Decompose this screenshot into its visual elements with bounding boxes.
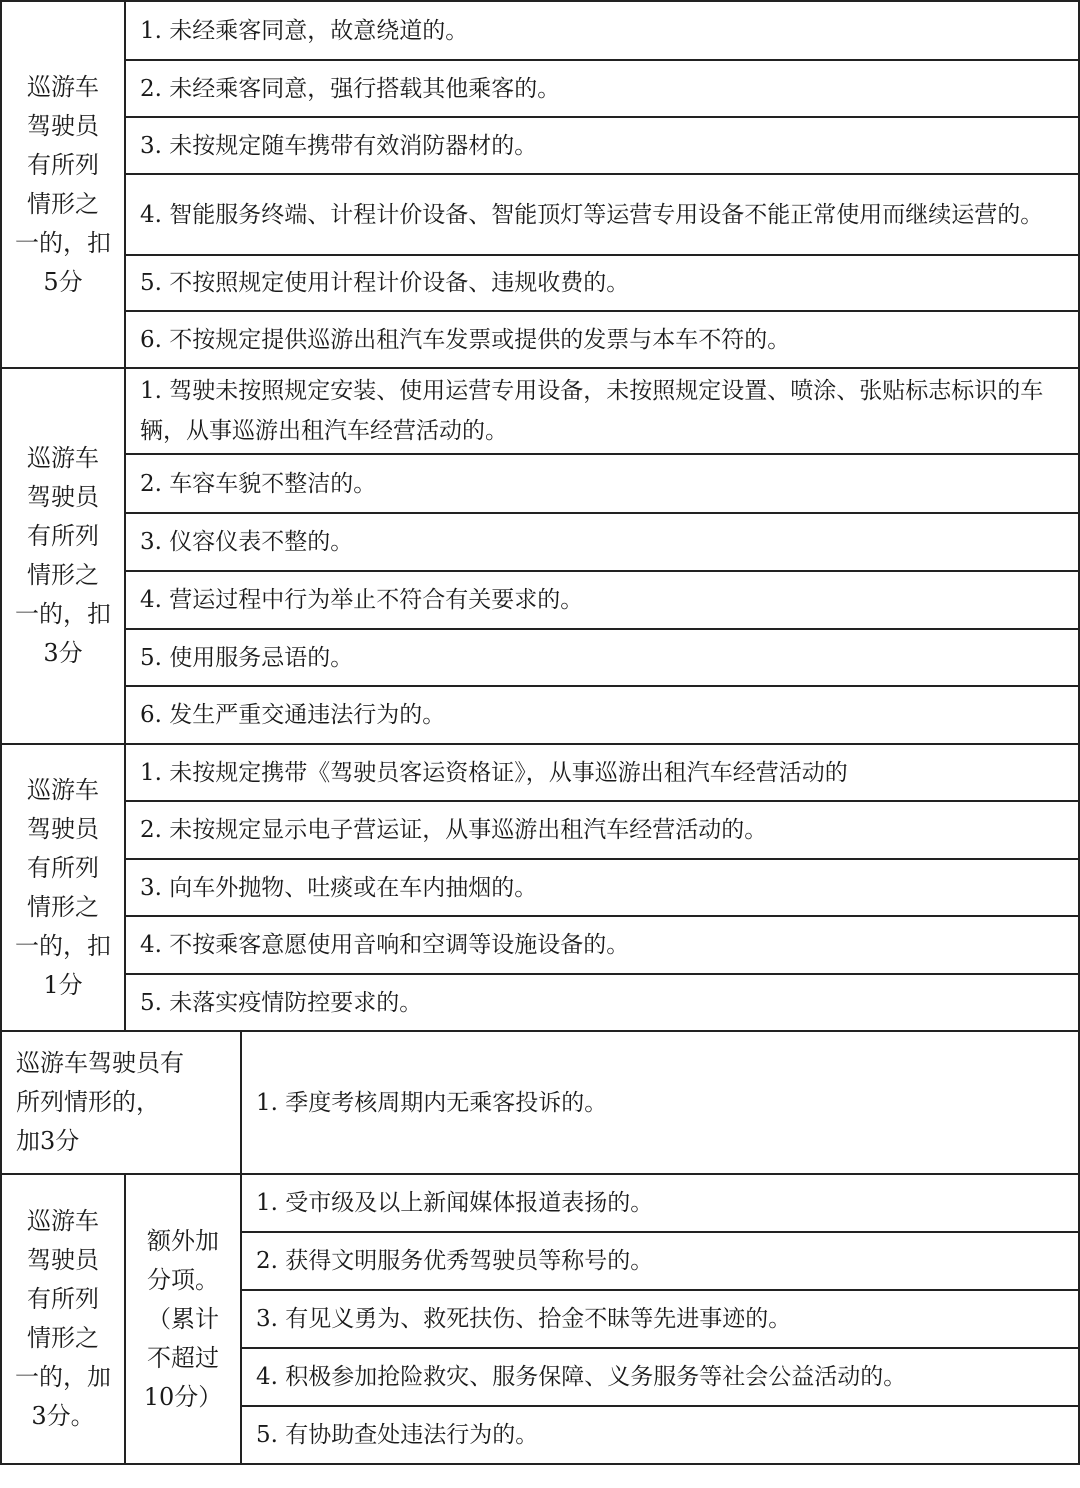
extra-points-sublabel: 额外加 分项。 （累计 不超过 10分） xyxy=(143,1226,223,1411)
table-row: 4. 积极参加抢险救灾、服务保障、义务服务等社会公益活动的。 xyxy=(256,1364,907,1390)
row-divider xyxy=(124,685,1080,687)
row-divider xyxy=(124,973,1080,975)
table-border-top xyxy=(0,0,1080,2)
column-divider xyxy=(124,1174,126,1464)
row-divider xyxy=(124,512,1080,514)
row-divider xyxy=(124,915,1080,917)
table-row: 1. 季度考核周期内无乘客投诉的。 xyxy=(256,1089,608,1116)
table-row: 6. 不按规定提供巡游出租汽车发票或提供的发票与本车不符的。 xyxy=(140,326,791,353)
column-divider xyxy=(240,1174,242,1464)
table-row: 6. 发生严重交通违法行为的。 xyxy=(140,702,446,728)
section-divider xyxy=(0,1030,1080,1032)
row-divider xyxy=(124,59,1080,61)
table-row: 5. 使用服务忌语的。 xyxy=(140,644,354,671)
section-divider xyxy=(0,367,1080,369)
column-divider xyxy=(240,1031,242,1174)
row-divider xyxy=(240,1289,1080,1291)
row-divider xyxy=(240,1347,1080,1349)
table-row: 5. 未落实疫情防控要求的。 xyxy=(140,989,423,1016)
table-row: 4. 营运过程中行为举止不符合有关要求的。 xyxy=(140,587,584,613)
table-row: 3. 仪容仪表不整的。 xyxy=(140,529,354,555)
section-divider xyxy=(0,1173,1080,1175)
column-divider xyxy=(124,0,126,1031)
row-divider xyxy=(124,858,1080,860)
table-border-bottom xyxy=(0,1463,1080,1465)
table-row: 1. 未经乘客同意，故意绕道的。 xyxy=(140,18,469,44)
section-label-add-3: 巡游车驾驶员有 所列情形的， 加3分 xyxy=(16,1049,184,1155)
section-label-deduct-1: 巡游车 驾驶员 有所列 情形之 一的，扣 1分 xyxy=(15,775,111,999)
section-label-deduct-5: 巡游车 驾驶员 有所列 情形之 一的，扣 5分 xyxy=(15,73,111,296)
table-row: 1. 受市级及以上新闻媒体报道表扬的。 xyxy=(256,1190,654,1216)
table-row: 1. 未按规定携带《驾驶员客运资格证》，从事巡游出租汽车经营活动的 xyxy=(140,759,848,786)
row-divider xyxy=(124,453,1080,455)
table-row: 3. 未按规定随车携带有效消防器材的。 xyxy=(140,132,538,159)
row-divider xyxy=(124,173,1080,175)
table-row: 5. 有协助查处违法行为的。 xyxy=(256,1422,539,1448)
table-row: 3. 向车外抛物、吐痰或在车内抽烟的。 xyxy=(140,874,538,901)
table-row: 2. 获得文明服务优秀驾驶员等称号的。 xyxy=(256,1248,654,1274)
section-divider xyxy=(0,743,1080,745)
row-divider xyxy=(124,310,1080,312)
row-divider xyxy=(124,116,1080,118)
table-row: 2. 未按规定显示电子营运证，从事巡游出租汽车经营活动的。 xyxy=(140,817,768,843)
table-row: 2. 未经乘客同意，强行搭载其他乘客的。 xyxy=(140,75,561,102)
row-divider xyxy=(240,1231,1080,1233)
row-divider xyxy=(124,570,1080,572)
table-row: 3. 有见义勇为、救死扶伤、拾金不昧等先进事迹的。 xyxy=(256,1306,792,1332)
table-row: 4. 不按乘客意愿使用音响和空调等设施设备的。 xyxy=(140,932,630,958)
table-row: 4. 智能服务终端、计程计价设备、智能顶灯等运营专用设备不能正常使用而继续运营的。 xyxy=(140,201,1044,228)
table-row: 2. 车容车貌不整洁的。 xyxy=(140,470,377,497)
table-border-left xyxy=(0,0,2,1465)
row-divider xyxy=(124,254,1080,256)
section-label-deduct-3: 巡游车 驾驶员 有所列 情形之 一的，扣 3分 xyxy=(15,444,111,667)
row-divider xyxy=(124,800,1080,802)
table-row: 1. 驾驶未按照规定安装、使用运营专用设备，未按照规定设置、喷涂、张贴标志标识的车辆，从事巡游出租汽车经营活动的。 xyxy=(140,378,1044,444)
row-divider xyxy=(124,628,1080,630)
section-label-extra: 巡游车 驾驶员 有所列 情形之 一的，加 3分。 xyxy=(15,1207,111,1430)
table-row: 5. 不按照规定使用计程计价设备、违规收费的。 xyxy=(140,270,630,296)
row-divider xyxy=(240,1405,1080,1407)
